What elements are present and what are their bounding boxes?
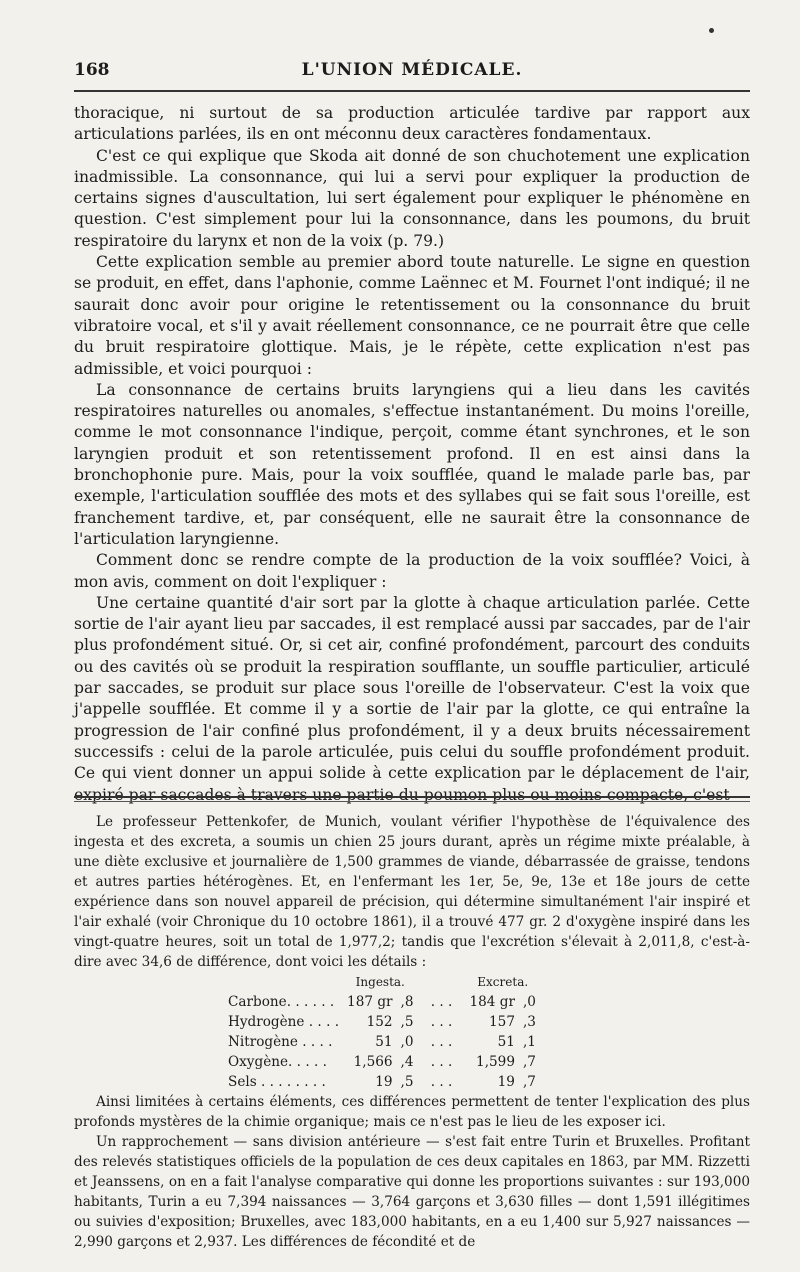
column-header-excreta: Excreta.: [477, 975, 529, 989]
table-row: [224, 1072, 540, 1092]
cell-element: Hydrogène . . . .: [228, 1014, 340, 1030]
table-row: [224, 1012, 540, 1032]
cell-separator: . . .: [430, 1014, 453, 1030]
cell-ingesta-dec: ,0: [400, 1034, 414, 1050]
feuilleton-text: [74, 812, 750, 1252]
page-number: 168: [74, 60, 110, 80]
table-row: [224, 992, 540, 1012]
cell-excreta-dec: ,3: [522, 1014, 536, 1030]
cell-excreta-dec: ,1: [522, 1034, 536, 1050]
cell-excreta-dec: ,0: [522, 994, 536, 1010]
ink-speck: [709, 28, 714, 33]
section-rule: [74, 796, 750, 802]
paragraph: C'est ce qui explique que Skoda ait donné de son chuchotement une explication inadmissible. La consonnance, qui lui a servi pour expliquer la production de certains signes d'auscultation, lui sert également pour expliquer le phénomène en question. C'est simplement pour lui la consonnance, dans les poumons, du bruit respiratoire du larynx et non de la voix (p. 79.): [74, 146, 750, 250]
cell-ingesta-int: 51: [375, 1034, 393, 1050]
cell-ingesta-int: 1,566: [353, 1054, 393, 1070]
cell-element: Oxygène. . . . .: [228, 1054, 327, 1070]
column-header-ingesta: Ingesta.: [355, 975, 405, 989]
cell-ingesta-int: 187 gr: [347, 994, 393, 1010]
cell-excreta-int: 51: [497, 1034, 515, 1050]
paragraph: Comment donc se rendre compte de la production de la voix soufflée? Voici, à mon avis, comment on doit l'expliquer :: [74, 551, 750, 591]
main-text: [74, 103, 750, 806]
cell-ingesta-int: 152: [366, 1014, 393, 1030]
ingesta-excreta-table: [224, 972, 540, 1092]
cell-ingesta-int: 19: [375, 1074, 393, 1090]
running-title: L'UNION MÉDICALE.: [301, 60, 523, 80]
cell-excreta-int: 1,599: [476, 1054, 515, 1070]
cell-excreta-int: 157: [489, 1014, 515, 1030]
paragraph: Le professeur Pettenkofer, de Munich, voulant vérifier l'hypothèse de l'équivalence des ingesta et des excreta, a soumis un chien 25 jours durant, après un régime mixte préalable, à une diète exclusive et journalière de 1,500 grammes de viande, débarrassée de graisse, tendons et autres parties hétérogènes. Et, en l'enfermant les 1er, 5e, 9e, 13e et 18e jours de cette expérience dans son nouvel appareil de précision, qui détermine simultanément l'air inspiré et l'air exhalé (voir Chronique du 10 octobre 1861), il a trouvé 477 gr. 2 d'oxygène inspiré dans les vingt-quatre heures, soit un total de 1,977,2; tandis que l'excrétion s'élevait à 2,011,8, c'est-à-dire avec 34,6 de différence, dont voici les détails :: [74, 814, 750, 970]
cell-separator: . . .: [430, 994, 453, 1010]
cell-excreta-int: 184 gr: [469, 994, 515, 1010]
table-row: [224, 1052, 540, 1072]
cell-element: Sels . . . . . . . .: [228, 1074, 326, 1090]
paragraph: La consonnance de certains bruits laryngiens qui a lieu dans les cavités respiratoires naturelles ou anomales, s'effectue instantanément. Du moins l'oreille, comme le mot consonnance l'indique, perçoit, comme étant synchrones, et le son laryngien produit et son retentissement profond. Il en est ainsi dans la bronchophonie pure. Mais, pour la voix soufflée, quand le malade parle bas, par exemple, l'articulation soufflée des mots et des syllabes qui se fait sous l'oreille, est franchement tardive, et, par conséquent, elle ne saurait être la consonnance de l'articulation laryngienne.: [74, 380, 750, 548]
cell-ingesta-dec: ,4: [400, 1054, 414, 1070]
cell-separator: . . .: [430, 1074, 453, 1090]
cell-excreta-dec: ,7: [522, 1074, 536, 1090]
table-header-row: [224, 972, 540, 992]
cell-separator: . . .: [430, 1054, 453, 1070]
paragraph: Cette explication semble au premier abord toute naturelle. Le signe en question se produit, en effet, dans l'aphonie, comme Laënnec et M. Fournet l'ont indiqué; il ne saurait donc avoir pour origine le retentissement ou la consonnance du bruit vibratoire vocal, et s'il y avait réellement consonnance, ce ne pourrait être que celle du bruit respiratoire glottique. Mais, je le répète, cette explication n'est pas admissible, et voici pourquoi :: [74, 253, 750, 378]
page-header: [74, 60, 750, 84]
cell-element: Carbone. . . . . .: [228, 994, 335, 1010]
paragraph: Ainsi limitées à certains éléments, ces différences permettent de tenter l'explication des plus profonds mystères de la chimie organique; mais ce n'est pas le lieu de les exposer ici.: [74, 1094, 750, 1130]
cell-separator: . . .: [430, 1034, 453, 1050]
cell-excreta-int: 19: [497, 1074, 515, 1090]
cell-element: Nitrogène . . . .: [228, 1034, 333, 1050]
header-rule: [74, 90, 750, 92]
cell-ingesta-dec: ,5: [400, 1014, 414, 1030]
cell-ingesta-dec: ,5: [400, 1074, 414, 1090]
paragraph: Une certaine quantité d'air sort par la glotte à chaque articulation parlée. Cette sortie de l'air ayant lieu par saccades, il est remplacé aussi par saccades, par de l'air plus profondément situé. Or, si cet air, confiné profondément, parcourt des conduits ou des cavités où se produit la respiration soufflante, un souffle particulier, articulé par saccades, se produit sur place sous l'oreille de l'observateur. C'est la voix que j'appelle soufflée. Et comme il y a sortie de l'air par la glotte, ce qui entraîne la progression de l'air confiné plus profondément, il y a deux bruits nécessairement successifs : celui de la parole articulée, puis celui du souffle profondément produit. Ce qui vient donner un appui solide à cette explication par le déplacement de l'air, expiré par saccades à travers une partie du poumon plus ou moins compacte, c'est: [74, 593, 750, 804]
paragraph: thoracique, ni surtout de sa production articulée tardive par rapport aux articulations parlées, ils en ont méconnu deux caractères fondamentaux.: [74, 104, 750, 144]
paragraph: Un rapprochement — sans division antérieure — s'est fait entre Turin et Bruxelles. Profitant des relevés statistiques officiels de la population de ces deux capitales en 1863, par MM. Rizzetti et Jeanssens, on en a fait l'analyse comparative qui donne les proportions suivantes : sur 193,000 habitants, Turin a eu 7,394 naissances — 3,764 garçons et 3,630 filles — dont 1,591 illégitimes ou suivies d'exposition; Bruxelles, avec 183,000 habitants, en a eu 1,400 sur 5,927 naissances — 2,990 garçons et 2,937. Les différences de fécondité et de: [74, 1134, 750, 1250]
table-row: [224, 1032, 540, 1052]
cell-ingesta-dec: ,8: [400, 994, 414, 1010]
cell-excreta-dec: ,7: [522, 1054, 536, 1070]
